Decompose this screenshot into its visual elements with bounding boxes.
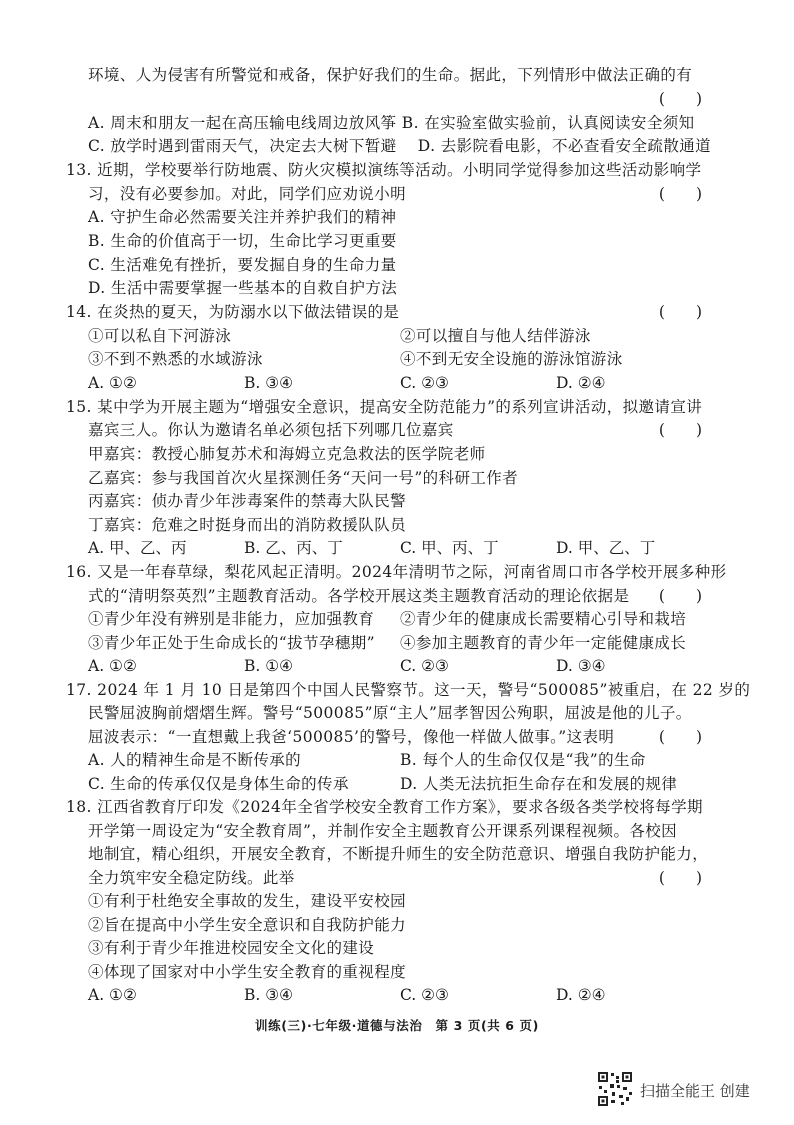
q15-guest-jia: 甲嘉宾：教授心肺复苏术和海姆立克急救法的医学院老师 bbox=[88, 445, 486, 463]
q18-item-1: ①有利于杜绝安全事故的发生，建设平安校园 bbox=[88, 892, 407, 910]
q18-option-c: C. ②③ bbox=[400, 986, 449, 1004]
q17-stem-line-3: 屈波表示：“一直想戴上我爸‘500085’的警号，像他一样做人做事。”这表明 bbox=[88, 728, 615, 746]
q12-options-row-1: A. 周末和朋友一起在高压输电线周边放风筝 B. 在实验室做实验前，认真阅读安全须知 bbox=[88, 114, 695, 132]
q14-answer-bracket: ( ) bbox=[658, 303, 702, 321]
q14-item-4: ④不到无安全设施的游泳馆游泳 bbox=[400, 350, 623, 368]
q15-option-c: C. 甲、丙、丁 bbox=[400, 539, 499, 557]
q18-stem-line-4: 全力筑牢安全稳定防线。此举 bbox=[88, 869, 295, 887]
q12-options-row-2: C. 放学时遇到雷雨天气，决定去大树下暂避 D. 去影院看电影，不必查看安全疏散通道 bbox=[88, 137, 712, 155]
q14-option-d: D. ②④ bbox=[556, 374, 606, 392]
q16-stem-line-1: 16. 又是一年春草绿，梨花风起正清明。2024年清明节之际，河南省周口市各学校开展多种形 bbox=[66, 563, 727, 581]
q18-option-d: D. ②④ bbox=[556, 986, 606, 1004]
q15-option-d: D. 甲、乙、丁 bbox=[556, 539, 656, 557]
q13-option-b: B. 生命的价值高于一切，生命比学习更重要 bbox=[88, 232, 397, 250]
qr-code-icon bbox=[597, 1071, 633, 1107]
q16-item-2: ②青少年的健康成长需要精心引导和栽培 bbox=[400, 610, 687, 628]
q17-option-b: B. 每个人的生命仅仅是“我”的生命 bbox=[400, 751, 646, 769]
scanner-watermark: 扫描全能王 创建 bbox=[640, 1082, 750, 1100]
q17-option-c: C. 生命的传承仅仅是身体生命的传承 bbox=[88, 775, 349, 793]
q17-option-d: D. 人类无法抗拒生命存在和发展的规律 bbox=[400, 775, 678, 793]
q18-answer-bracket: ( ) bbox=[658, 869, 702, 887]
q16-option-a: A. ①② bbox=[88, 657, 137, 675]
q18-item-4: ④体现了国家对中小学生安全教育的重视程度 bbox=[88, 963, 407, 981]
q14-option-b: B. ③④ bbox=[244, 374, 294, 392]
q17-stem-line-1: 17. 2024 年 1 月 10 日是第四个中国人民警察节。这一天，警号“500085”被重启，在 22 岁的 bbox=[66, 681, 751, 699]
q15-stem-line-2: 嘉宾三人。你认为邀请名单必须包括下列哪几位嘉宾 bbox=[88, 421, 454, 439]
q14-item-1: ①可以私自下河游泳 bbox=[88, 327, 232, 345]
q16-item-4: ④参加主题教育的青少年一定能健康成长 bbox=[400, 634, 687, 652]
q18-stem-line-2: 开学第一周设定为“安全教育周”，并制作安全主题教育公开课系列课程视频。各校因 bbox=[88, 822, 678, 840]
q13-stem-line-1: 13. 近期，学校要举行防地震、防火灾模拟演练等活动。小明同学觉得参加这些活动影响学 bbox=[66, 161, 702, 179]
q17-option-a: A. 人的精神生命是不断传承的 bbox=[88, 751, 302, 769]
q16-option-d: D. ③④ bbox=[556, 657, 606, 675]
q12-answer-bracket: ( ) bbox=[658, 90, 702, 108]
q18-stem-line-1: 18. 江西省教育厅印发《2024年全省学校安全教育工作方案》，要求各级各类学校将每学期 bbox=[66, 798, 703, 816]
q15-guest-yi: 乙嘉宾：参与我国首次火星探测任务“天问一号”的科研工作者 bbox=[88, 469, 519, 487]
q16-answer-bracket: ( ) bbox=[658, 587, 702, 605]
q15-stem-line-1: 15. 某中学为开展主题为“增强安全意识，提高安全防范能力”的系列宣讲活动，拟邀请宣讲 bbox=[66, 398, 703, 416]
q13-answer-bracket: ( ) bbox=[658, 185, 702, 203]
q16-option-b: B. ①④ bbox=[244, 657, 294, 675]
q18-option-a: A. ①② bbox=[88, 986, 137, 1004]
q16-item-3: ③青少年正处于生命成长的“拔节孕穗期” bbox=[88, 634, 375, 652]
q15-answer-bracket: ( ) bbox=[658, 421, 702, 439]
q14-stem: 14. 在炎热的夏天，为防溺水以下做法错误的是 bbox=[66, 303, 400, 321]
q18-stem-line-3: 地制宜，精心组织，开展安全教育，不断提升师生的安全防范意识、增强自我防护能力， bbox=[88, 845, 709, 863]
q17-stem-line-2: 民警屈波胸前熠熠生辉。警号“500085”原“主人”屈孝智因公殉职，屈波是他的儿子。 bbox=[88, 704, 692, 722]
q14-option-a: A. ①② bbox=[88, 374, 137, 392]
q14-option-c: C. ②③ bbox=[400, 374, 449, 392]
q17-answer-bracket: ( ) bbox=[658, 728, 702, 746]
q13-stem-line-2: 习，没有必要参加。对此，同学们应劝说小明 bbox=[88, 185, 407, 203]
q16-stem-line-2: 式的“清明祭英烈”主题教育活动。各学校开展这类主题教育活动的理论依据是 bbox=[88, 587, 630, 605]
q13-option-c: C. 生活难免有挫折，要发掘自身的生命力量 bbox=[88, 256, 397, 274]
q18-item-3: ③有利于青少年推进校园安全文化的建设 bbox=[88, 939, 375, 957]
q14-item-3: ③不到不熟悉的水域游泳 bbox=[88, 350, 263, 368]
q13-option-a: A. 守护生命必然需要关注并养护我们的精神 bbox=[88, 208, 397, 226]
q16-option-c: C. ②③ bbox=[400, 657, 449, 675]
q15-guest-bing: 丙嘉宾：侦办青少年涉毒案件的禁毒大队民警 bbox=[88, 492, 407, 510]
q15-option-b: B. 乙、丙、丁 bbox=[244, 539, 343, 557]
q18-option-b: B. ③④ bbox=[244, 986, 294, 1004]
page-footer: 训练(三)·七年级·道德与法治 第 3 页(共 6 页) bbox=[255, 1018, 539, 1033]
q12-stem-continued: 环境、人为侵害有所警觉和戒备，保护好我们的生命。据此，下列情形中做法正确的有 bbox=[88, 66, 693, 84]
q15-guest-ding: 丁嘉宾：危难之时挺身而出的消防救援队队员 bbox=[88, 516, 407, 534]
q13-option-d: D. 生活中需要掌握一些基本的自救自护方法 bbox=[88, 279, 398, 297]
q15-option-a: A. 甲、乙、丙 bbox=[88, 539, 187, 557]
q18-item-2: ②旨在提高中小学生安全意识和自我防护能力 bbox=[88, 916, 407, 934]
q14-item-2: ②可以擅自与他人结伴游泳 bbox=[400, 327, 591, 345]
q16-item-1: ①青少年没有辨别是非能力，应加强教育 bbox=[88, 610, 375, 628]
